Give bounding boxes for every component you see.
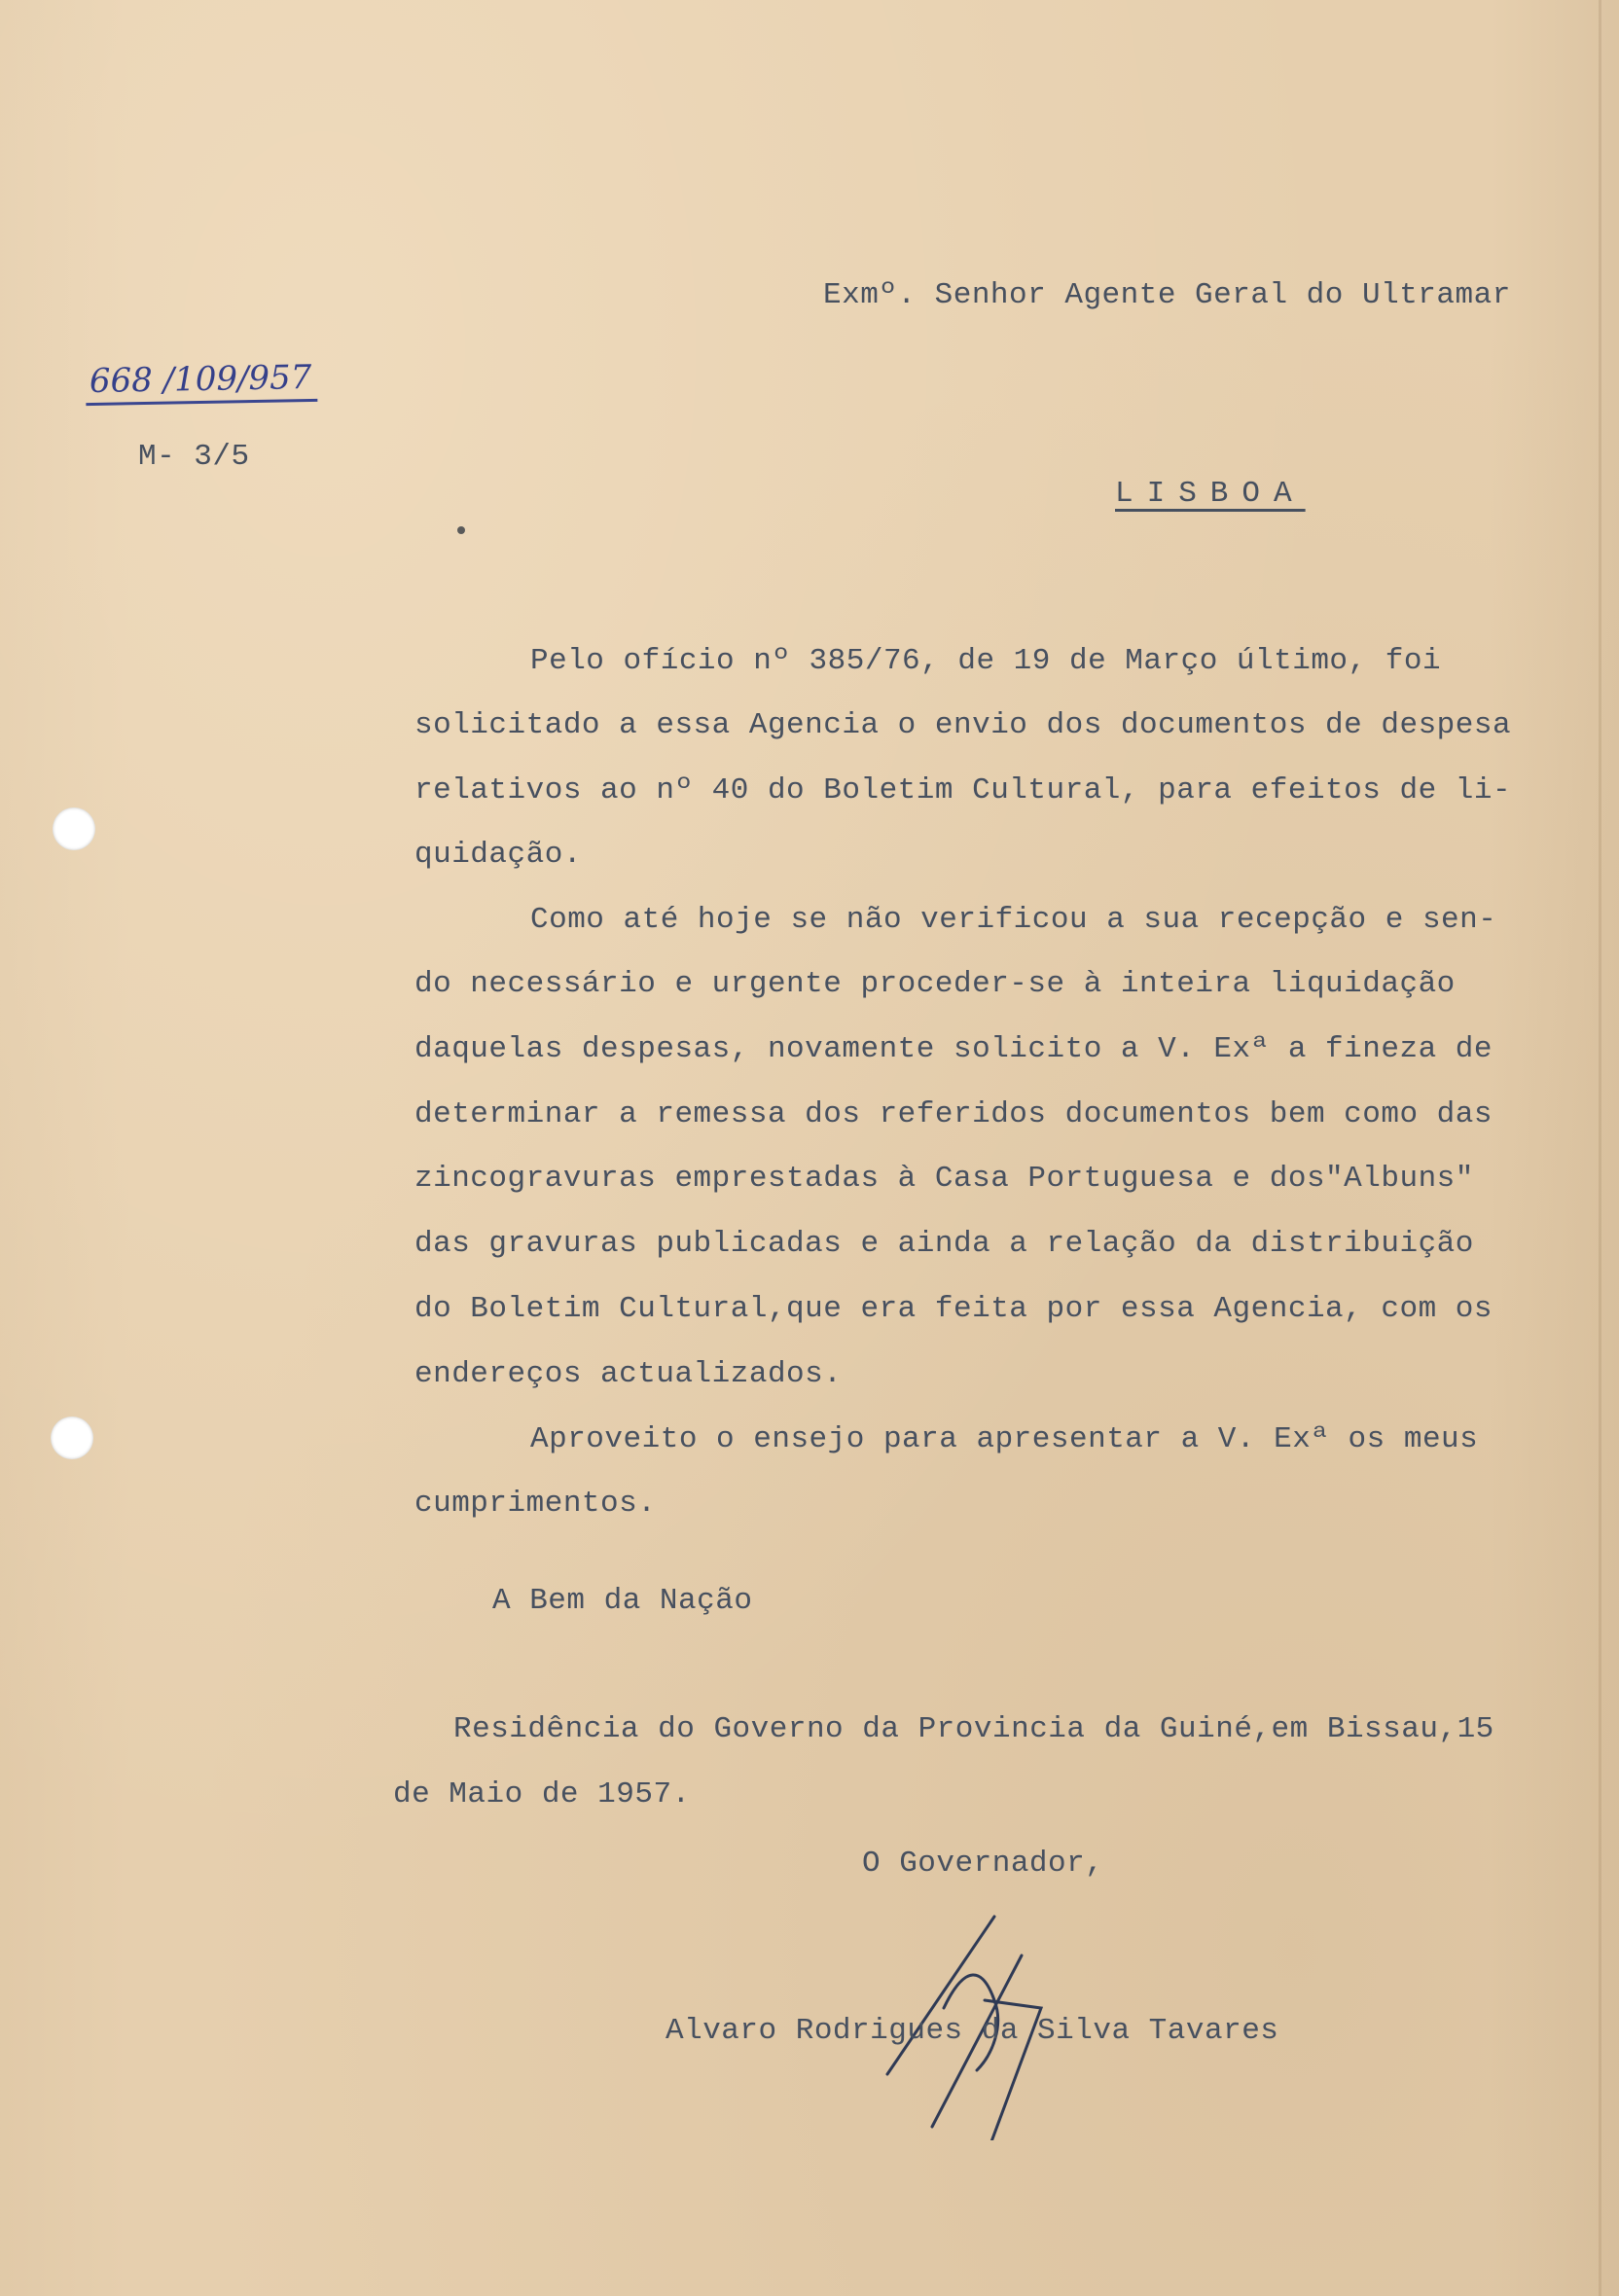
ink-dot [457,526,465,534]
paragraph-2-line-7: do Boletim Cultural,que era feita por essa Agencia, com os [414,1292,1493,1326]
paragraph-2-line-5: zincogravuras emprestadas à Casa Portuguesa e dos"Albuns" [414,1162,1474,1196]
salutation: A Bem da Nação [492,1584,753,1618]
place-date-line-1: Residência do Governo da Provincia da Guiné,em Bissau,15 [453,1712,1494,1746]
paragraph-1-line-2: solicitado a essa Agencia o envio dos documentos de despesa [414,708,1512,742]
handwritten-reference-number: 668 /109/957 [86,358,318,406]
paragraph-1-line-4: quidação. [414,838,582,872]
paragraph-2-line-6: das gravuras publicadas e ainda a relação da distribuição [414,1227,1474,1261]
punch-hole [53,807,95,850]
place-date-line-2: de Maio de 1957. [393,1777,691,1812]
paragraph-3-line-1: Aproveito o ensejo para apresentar a V. Exª os meus [530,1422,1479,1456]
addressee-line: Exmº. Senhor Agente Geral do Ultramar [823,278,1511,312]
punch-hole [51,1417,93,1459]
typed-reference: M- 3/5 [138,440,250,474]
signatory-name: Alvaro Rodrigues da Silva Tavares [666,2014,1279,2048]
paragraph-3-line-2: cumprimentos. [414,1487,657,1521]
paragraph-2-line-2: do necessário e urgente proceder-se à inteira liquidação [414,967,1456,1001]
city-heading: LISBOA [1115,477,1306,511]
paragraph-2-line-8: endereços actualizados. [414,1357,843,1391]
paragraph-2-line-4: determinar a remessa dos referidos documentos bem como das [414,1097,1493,1131]
paragraph-1-line-1: Pelo ofício nº 385/76, de 19 de Março último, foi [530,644,1442,678]
paper-crease [1599,0,1601,2296]
paragraph-1-line-3: relativos ao nº 40 do Boletim Cultural, para efeitos de li- [414,773,1512,807]
paragraph-2-line-3: daquelas despesas, novamente solicito a V. Exª a fineza de [414,1032,1493,1066]
paragraph-2-line-1: Como até hoje se não verificou a sua recepção e sen- [530,903,1497,937]
signatory-title: O Governador, [862,1847,1104,1881]
